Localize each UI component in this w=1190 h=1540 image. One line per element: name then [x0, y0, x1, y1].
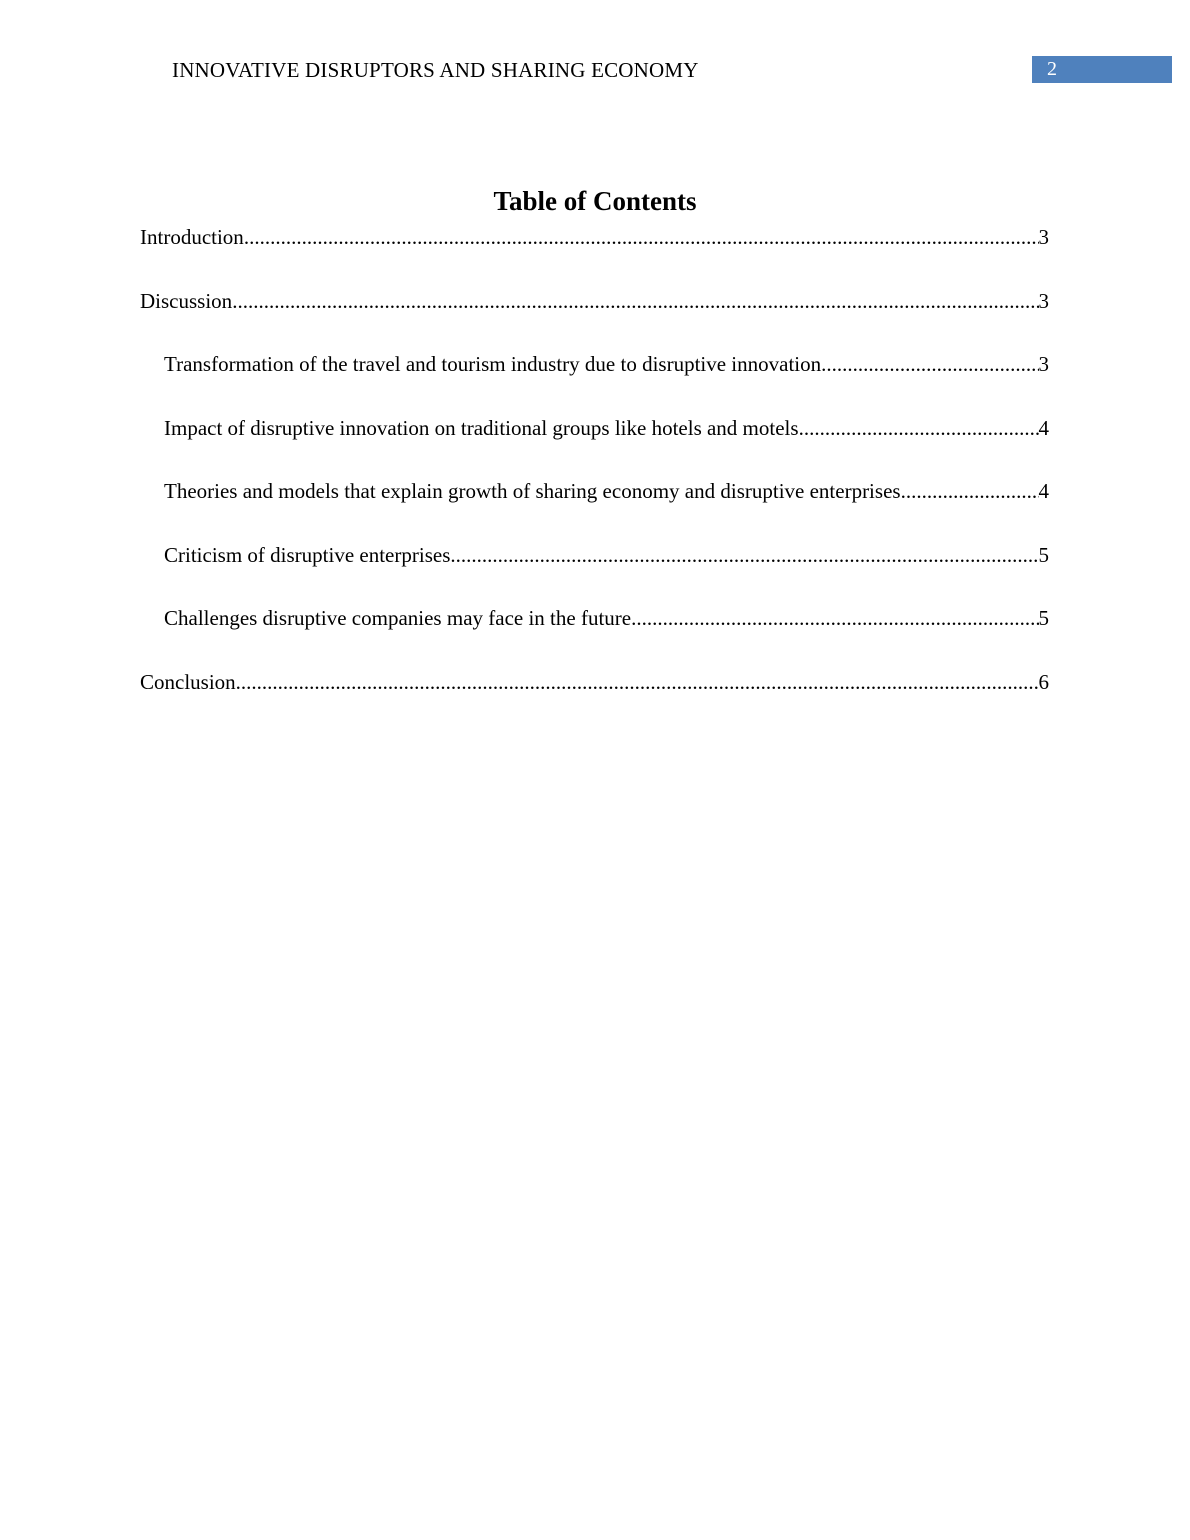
toc-entry-text: Impact of disruptive innovation on traditional groups like hotels and motels — [164, 415, 799, 440]
toc-entry-page: 4 — [1038, 479, 1049, 503]
toc-entry-page: 5 — [1038, 542, 1049, 567]
toc-entry-text: Transformation of the travel and tourism industry due to disruptive innovation — [164, 352, 822, 376]
table-of-contents — [140, 222, 1049, 730]
toc-entry-page: 3 — [1038, 288, 1049, 313]
toc-entry-impact[interactable] — [140, 413, 1049, 477]
toc-dot-leader — [901, 476, 1039, 506]
toc-dot-leader — [450, 540, 1038, 570]
toc-entry-introduction[interactable] — [140, 222, 1049, 286]
toc-dot-leader — [631, 603, 1038, 633]
toc-dot-leader — [236, 667, 1039, 697]
toc-entry-text: Theories and models that explain growth of sharing economy and disruptive enterprises — [164, 479, 901, 503]
toc-entry-transformation[interactable] — [140, 349, 1049, 413]
toc-dot-leader — [244, 222, 1039, 252]
toc-entry-conclusion[interactable] — [140, 667, 1049, 731]
toc-entry-discussion[interactable] — [140, 286, 1049, 350]
toc-entry-page: 3 — [1038, 225, 1049, 249]
toc-entry-challenges[interactable] — [140, 603, 1049, 667]
toc-entry-page: 3 — [1038, 352, 1049, 376]
toc-dot-leader — [821, 349, 1038, 379]
toc-entry-text: Criticism of disruptive enterprises — [164, 542, 451, 567]
toc-dot-leader — [799, 413, 1039, 443]
toc-title: Table of Contents — [493, 186, 697, 216]
toc-entry-page: 4 — [1038, 415, 1049, 440]
toc-entry-criticism[interactable] — [140, 540, 1049, 604]
toc-entry-page: 6 — [1038, 669, 1049, 694]
toc-entry-text: Challenges disruptive companies may face in the future — [164, 606, 632, 630]
toc-entry-text: Conclusion — [140, 669, 236, 694]
running-head: INNOVATIVE DISRUPTORS AND SHARING ECONOMY — [172, 58, 699, 82]
toc-entry-text: Introduction — [140, 225, 244, 249]
toc-entry-theories[interactable] — [140, 476, 1049, 540]
toc-entry-page: 5 — [1038, 606, 1049, 630]
page-number: 2 — [1032, 56, 1172, 83]
toc-entry-text: Discussion — [140, 288, 233, 313]
toc-dot-leader — [232, 286, 1038, 316]
